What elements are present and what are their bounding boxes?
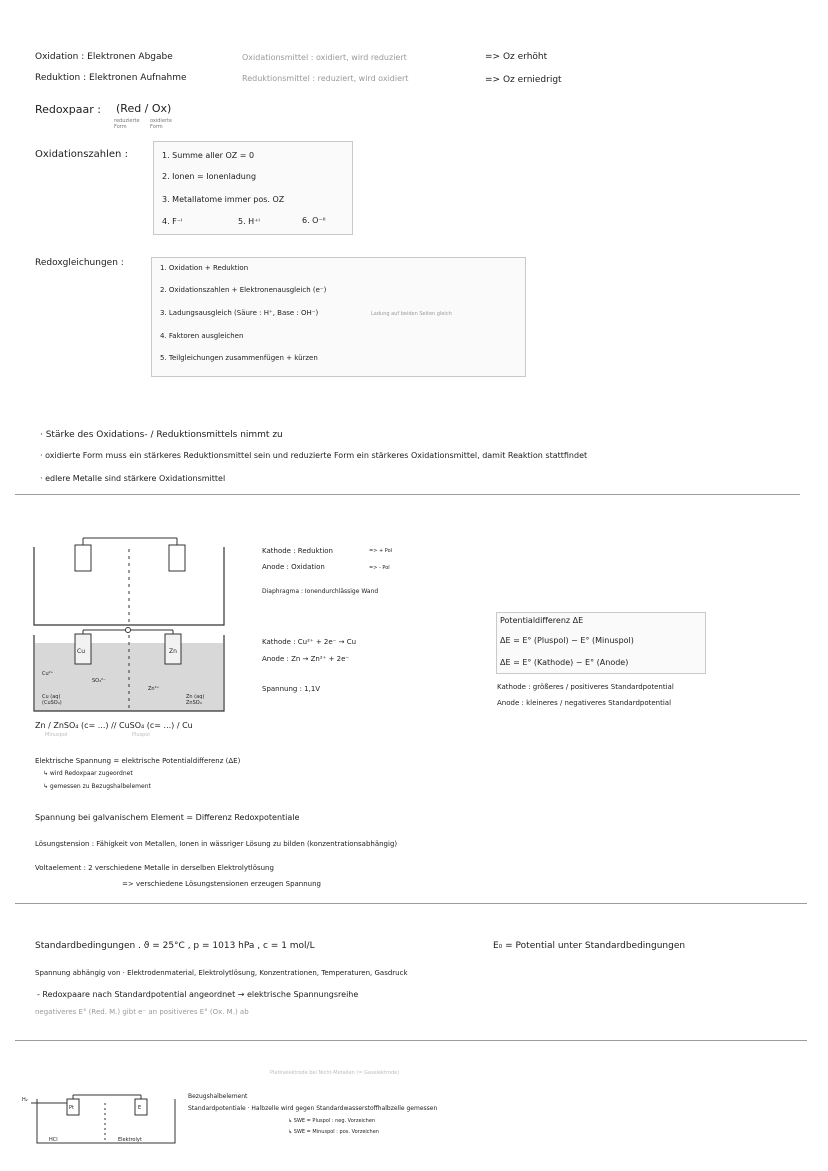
redox-step-2: 2. Oxidationszahlen + Elektronenausgleich (e⁻): [160, 286, 327, 294]
spannung-arrow-1: ↳ wird Redoxpaar zugeordnet: [43, 770, 133, 777]
galvanisch-note: Spannung bei galvanischem Element = Differenz Redoxpotentiale: [35, 813, 300, 822]
voltaelement-note: => verschiedene Lösungstensionen erzeugen Spannung: [122, 880, 322, 888]
redoxgleichungen-title: Redoxgleichungen :: [35, 258, 124, 268]
reduktion-definition: Reduktion : Elektronen Aufnahme: [35, 73, 187, 83]
kathode-pol: => + Pol: [369, 548, 393, 554]
hcl-label: HCl: [49, 1137, 58, 1143]
kathode-standardpotential: Kathode : größeres / positiveres Standardpotential: [497, 683, 674, 691]
swe-pluspol-note: ↳ SWE = Pluspol : neg. Vorzeichen: [288, 1118, 376, 1124]
redox-step-3: 3. Ladungsausgleich (Säure : H⁺, Base : OH⁻): [160, 309, 319, 317]
redox-step-3-note: Ladung auf beiden Seiten gleich: [371, 311, 452, 317]
kathode-reaction: Kathode : Cu²⁺ + 2e⁻ → Cu: [262, 638, 357, 646]
loesungstension-definition: Lösungstension : Fähigkeit von Metallen, Ionen in wässriger Lösung zu bilden (konzentrationsabhängig): [35, 840, 398, 848]
bezugshalbelement-title: Bezugshalbelement: [188, 1093, 248, 1100]
voltaelement-definition: Voltaelement : 2 verschiedene Metalle in derselben Elektrolytlösung: [35, 864, 274, 872]
oxidationszahlen-title: Oxidationszahlen :: [35, 149, 128, 160]
cu-electrode-label: Cu: [77, 648, 85, 655]
elektrolyt-label: Elektrolyt: [118, 1137, 142, 1143]
platinelektrode-note: Platinelektrode bei Nicht-Metallen (= Gaselektrode): [270, 1070, 400, 1076]
note-staerke: · Stärke des Oxidations- / Reduktionsmittels nimmt zu: [40, 430, 283, 440]
zn-electrode-label: Zn: [169, 648, 177, 655]
oz-erniedrigt: => Oz erniedrigt: [485, 75, 562, 85]
oz-rule-1: 1. Summe aller OZ = 0: [162, 151, 255, 160]
kathode-definition: Kathode : Reduktion: [262, 547, 333, 555]
spannung-arrow-2: ↳ gemessen zu Bezugshalbelement: [43, 783, 151, 790]
spannung-abhaengig: Spannung abhängig von · Elektrodenmaterial, Elektrolytlösung, Konzentrationen, Temperaturen, Gasdruck: [35, 969, 408, 977]
redox-step-1: 1. Oxidation + Reduktion: [160, 264, 249, 272]
cell-notation: Zn / ZnSO₄ (c= ...) // CuSO₄ (c= ...) / Cu: [35, 721, 193, 730]
potentialdifferenz-eq2: ΔE = E° (Kathode) − E° (Anode): [500, 658, 629, 667]
cu2-ion-label: Cu²⁺: [42, 671, 54, 677]
oz-rule-2: 2. Ionen = Ionenladung: [162, 172, 257, 181]
redox-step-4: 4. Faktoren ausgleichen: [160, 332, 244, 340]
oxidationsmittel-note: Oxidationsmittel : oxidiert, wird reduziert: [242, 53, 407, 62]
swe-minuspol-note: ↳ SWE = Minuspol : pos. Vorzeichen: [288, 1129, 379, 1135]
standardpotentiale-definition: Standardpotentiale · Halbzelle wird gegen Standardwasserstoffhalbzelle gemessen: [188, 1105, 438, 1112]
anode-standardpotential: Anode : kleineres / negativeres Standardpotential: [497, 699, 672, 707]
e-label: E: [138, 1105, 142, 1111]
pt-label: Pt: [69, 1105, 74, 1111]
spannungsreihe-note: - Redoxpaare nach Standardpotential angeordnet → elektrische Spannungsreihe: [37, 990, 359, 999]
note-oxidierte-form: · oxidierte Form muss ein stärkeres Reduktionsmittel sein und reduzierte Form ein stärkeres Oxidationsmittel, damit Reaktion stattfindet: [40, 451, 588, 460]
divider-1: [15, 494, 800, 495]
e0-abgabe-note: negativeres E° (Red. M.) gibt e⁻ an positiveres E° (Ox. M.) ab: [35, 1008, 249, 1016]
oz-erhoeht: => Oz erhöht: [485, 52, 548, 62]
potentialdifferenz-title: Potentialdifferenz ΔE: [500, 616, 584, 625]
redox-step-5: 5. Teilgleichungen zusammenfügen + kürzen: [160, 354, 318, 362]
spannung-definition: Elektrische Spannung = elektrische Potentialdifferenz (ΔE): [35, 757, 241, 765]
anode-reaction: Anode : Zn → Zn²⁺ + 2e⁻: [262, 655, 350, 663]
redoxpaar-formula: (Red / Ox): [116, 102, 172, 115]
anode-pol: => - Pol: [369, 565, 390, 571]
oz-rule-6: 6. O⁻ᴵᴵ: [302, 216, 326, 225]
oz-rule-3: 3. Metallatome immer pos. OZ: [162, 195, 285, 204]
note-edlere-metalle: · edlere Metalle sind stärkere Oxidationsmittel: [40, 474, 226, 483]
potentialdifferenz-eq1: ΔE = E° (Pluspol) − E° (Minuspol): [500, 636, 634, 645]
red-form-note: reduzierte Form: [114, 118, 140, 130]
diaphragma-definition: Diaphragma : Ionendurchlässige Wand: [262, 588, 379, 595]
h2-label: H₂: [22, 1097, 28, 1103]
anode-definition: Anode : Oxidation: [262, 563, 325, 571]
oz-rule-4: 4. F⁻ᴵ: [162, 217, 183, 226]
ox-form-note: oxidierte Form: [150, 118, 172, 130]
minuspol-note: Minuspol: [45, 732, 68, 738]
standardbedingungen: Standardbedingungen . ϑ = 25°C , p = 1013 hPa , c = 1 mol/L: [35, 941, 315, 951]
redoxpaar-title: Redoxpaar :: [35, 103, 101, 116]
spannung-value: Spannung : 1,1V: [262, 685, 321, 693]
reduktionsmittel-note: Reduktionsmittel : reduziert, wird oxidiert: [242, 74, 409, 83]
cu-aq-label: Cu (aq) (CuSO₄): [42, 694, 62, 706]
oxidation-definition: Oxidation : Elektronen Abgabe: [35, 52, 173, 62]
divider-2: [15, 903, 807, 904]
zn-aq-label: Zn (aq) ZnSO₄: [186, 694, 205, 706]
so4-ion-label: SO₄²⁻: [92, 678, 106, 684]
zn2-ion-label: Zn²⁺: [148, 686, 160, 692]
divider-3: [15, 1040, 807, 1041]
e0-definition: E₀ = Potential unter Standardbedingungen: [493, 941, 686, 951]
oz-rule-5: 5. H⁺ᴵ: [238, 217, 260, 226]
pluspol-note: Pluspol: [132, 732, 150, 738]
